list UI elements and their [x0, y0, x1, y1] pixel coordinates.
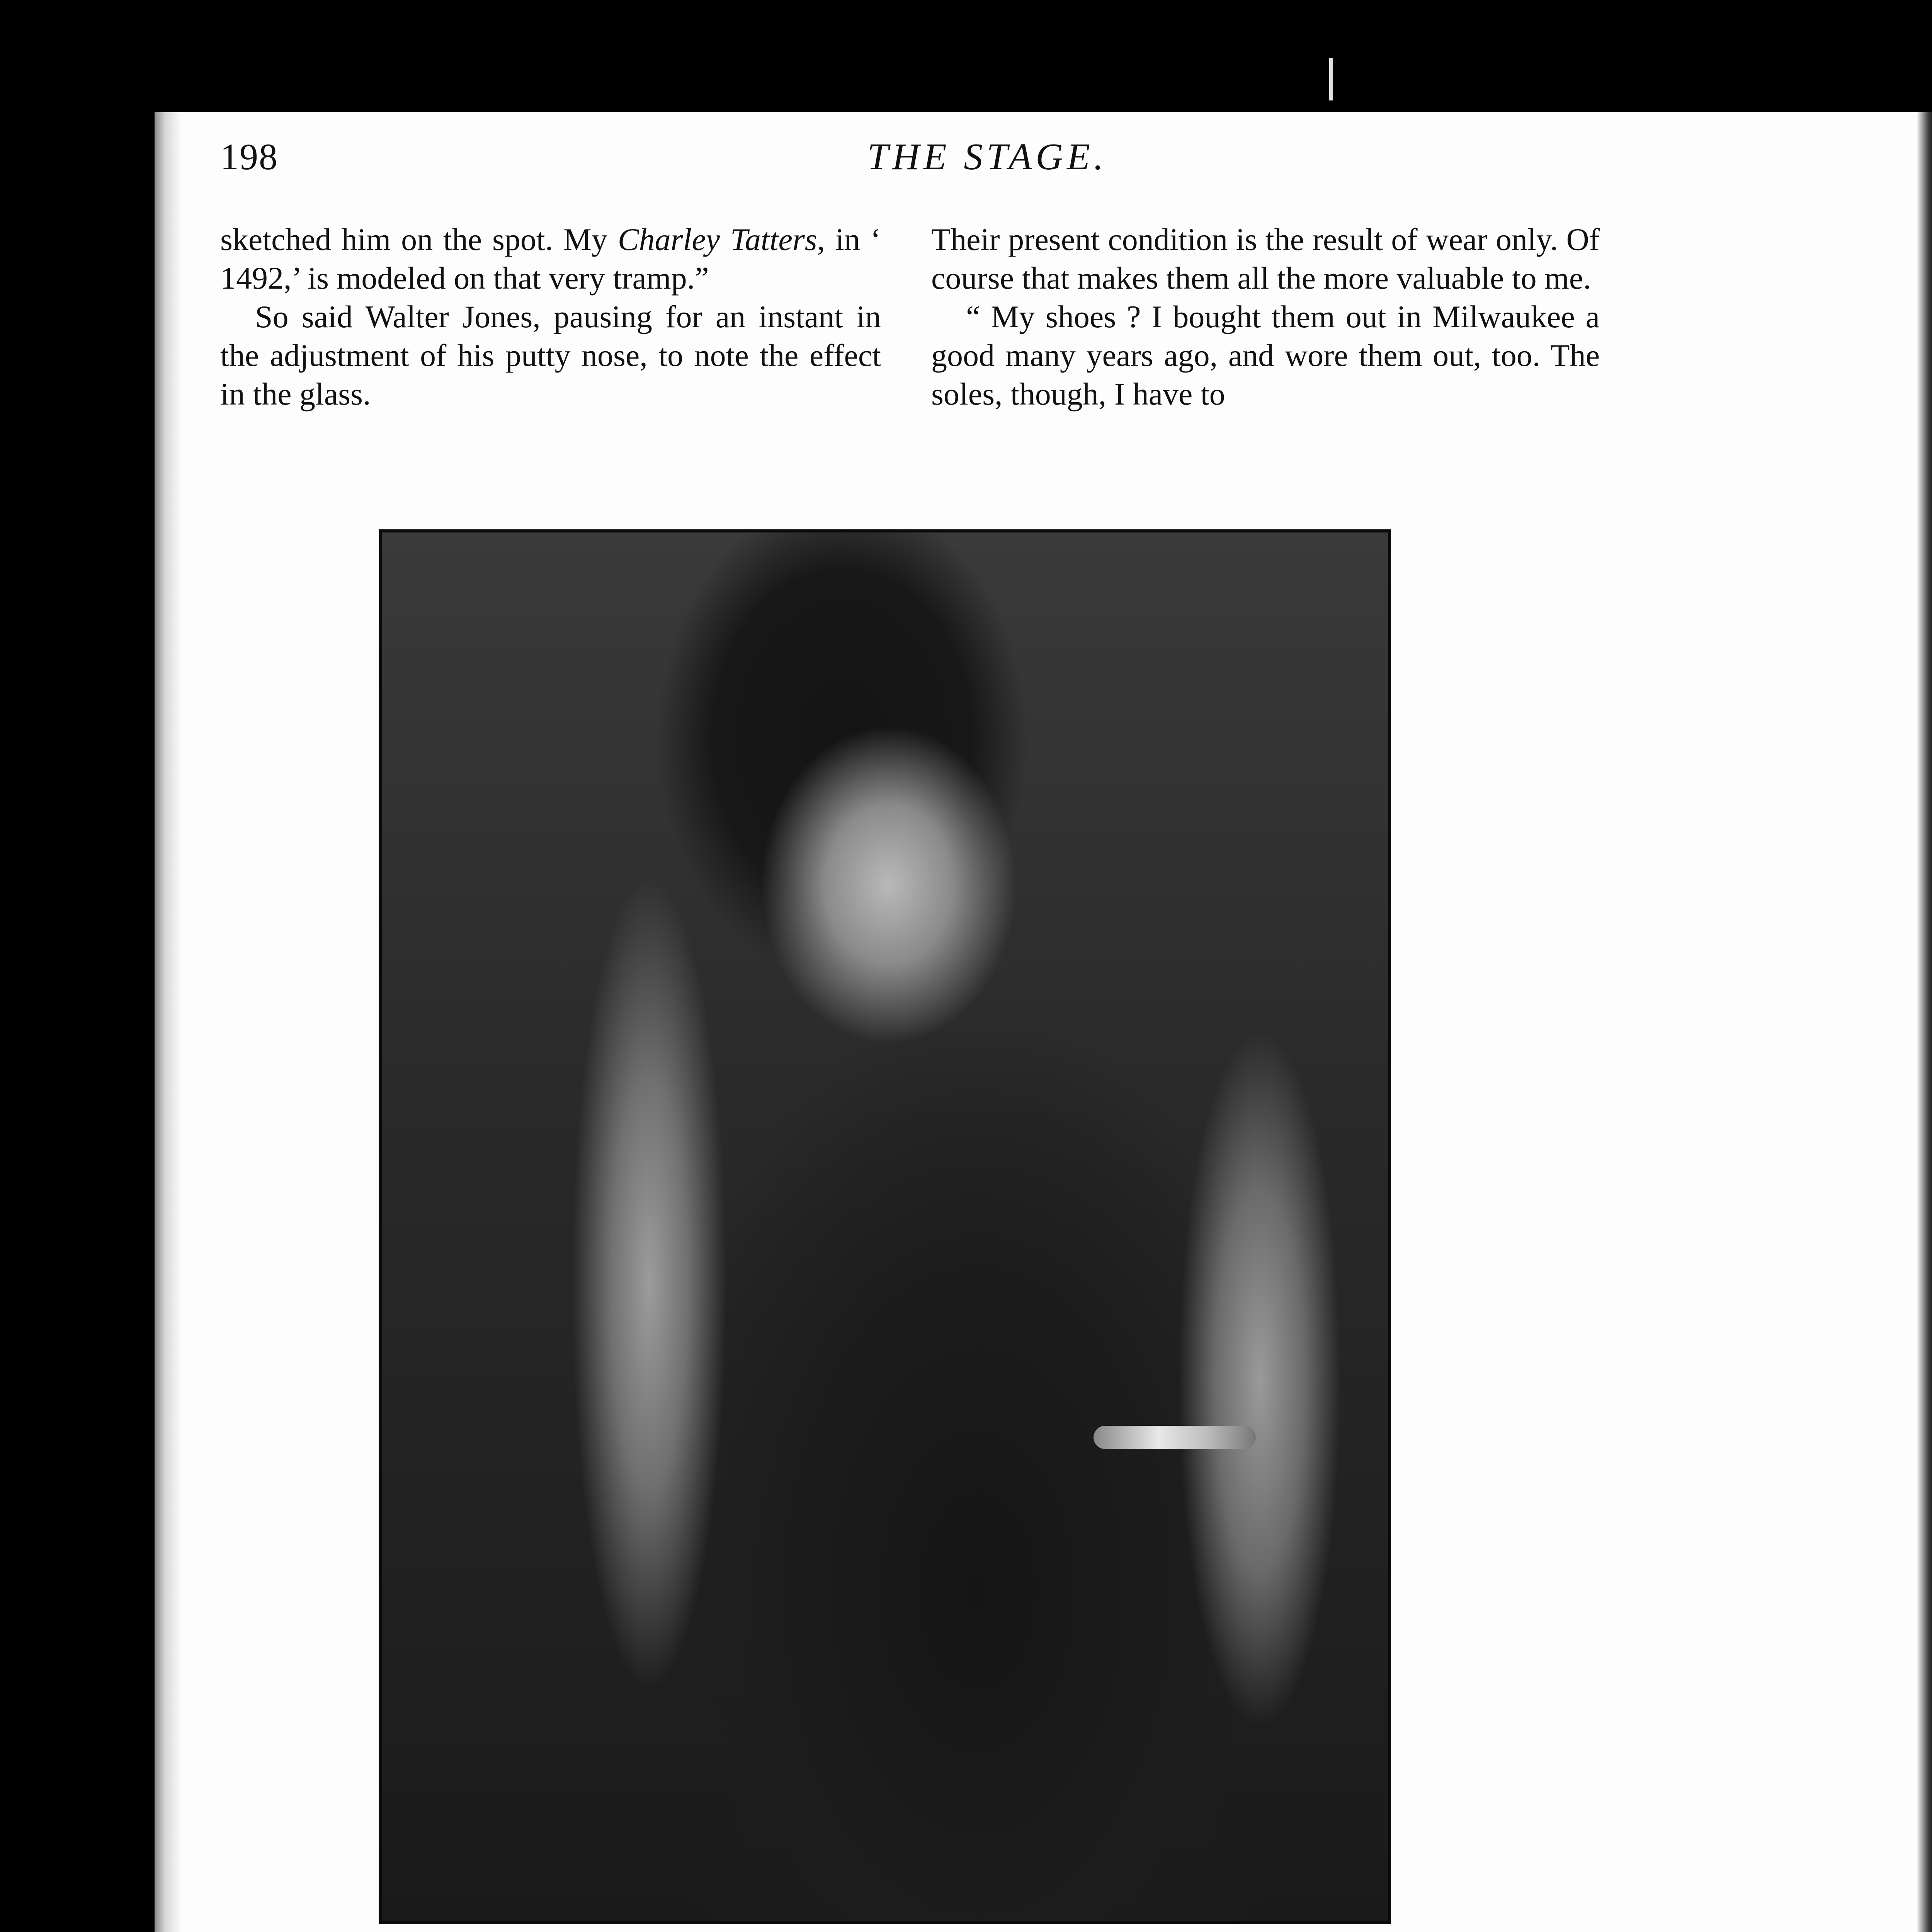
page-number: 198	[220, 136, 278, 177]
paragraph: “ My shoes ? I bought them out in Milwaukee a good many years ago, and wore them out, too. The soles, though, I have to	[931, 299, 1600, 412]
paragraph: Their present condition is the result of wear only. Of course that makes them all the more valuable to me.	[931, 222, 1600, 296]
page-header	[220, 135, 1754, 213]
text-run: sketched him on the spot. My	[220, 222, 618, 257]
running-title: THE STAGE.	[867, 136, 1107, 178]
page-edge	[1917, 112, 1932, 1932]
top-left-column	[220, 220, 881, 413]
gutter-shadow	[155, 112, 182, 1932]
paragraph	[220, 220, 881, 298]
italic-title: Charley Tatters	[617, 222, 817, 257]
text-run: , in ‘ 1492,’ is modeled on that very tramp.”	[220, 222, 881, 296]
scan-mark	[1329, 58, 1333, 100]
photo-border	[379, 529, 1391, 1924]
portrait-photo	[379, 529, 1391, 1924]
top-right-column	[931, 220, 1600, 413]
paragraph: So said Walter Jones, pausing for an instant in the adjustment of his putty nose, to note the effect in the glass.	[220, 299, 881, 412]
